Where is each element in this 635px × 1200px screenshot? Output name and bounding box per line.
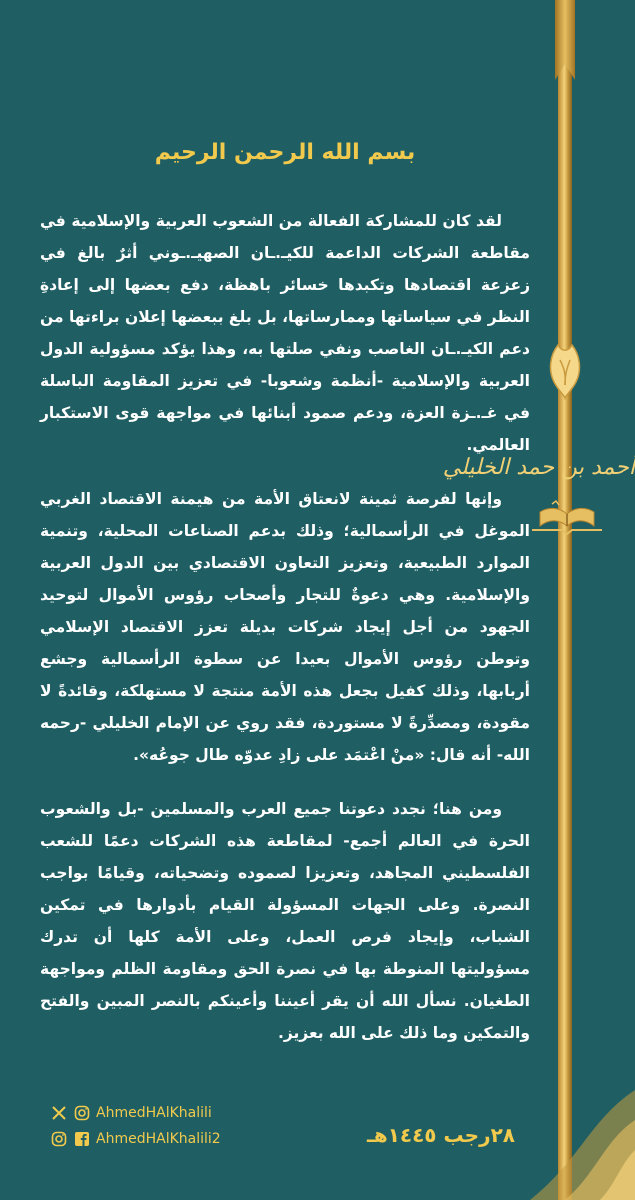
paragraph-boycott-impact: لقد كان للمشاركة الفعالة من الشعوب العربية والإسلامية في مقاطعة الشركات الداعمة للكيـ.ـان الصهيـ.ـوني أثرٌ بالغ في زعزعة اقتصادها وتكبدها خسائر باهظة، دفع بعضها إلى إعادةِ النظر في سياساتها وممارساتها، بل بلغ ببعضها إعلان براءتها من دعم الكيـ.ـان الغاصب ونفي صلتها به، وهذا يؤكد مسؤولية الدول العربية والإسلامية -أنظمة وشعوبا- في تعزيز المقاومة الباسلة في غـ.ـزة العزة، ودعم صمود أبنائها في مواجهة قوى الاستكبار العالمي. — [40, 212, 530, 454]
instagram-icon — [73, 1104, 91, 1122]
statement-body — [40, 140, 530, 1071]
social-row-primary[interactable] — [50, 1100, 310, 1126]
facebook-icon — [73, 1130, 91, 1148]
gold-divider-line — [558, 0, 572, 1200]
social-row-secondary[interactable] — [50, 1126, 310, 1152]
x-icon — [50, 1104, 68, 1122]
social-handle-secondary[interactable]: AhmedHAlKhalili2 — [96, 1131, 221, 1147]
paragraph-call-to-action: ومن هنا؛ نجدد دعوتنا جميع العرب والمسلمين -بل والشعوب الحرة في العالم أجمع- لمقاطعة هذه الشركات دعمًا للشعب الفلسطيني المجاهد، وتعزيزا لصموده وتضحياته، وقيامًا بواجب النصرة. وعلى الجهات المسؤولة القيام بأدوارها في تمكين الشباب، وإيجاد فرص العمل، وعلى الأمة كلها أن تدرك مسؤوليتها المنوطة بها في نصرة الحق ومقاومة الظلم ومواجهة الطغيان. نسأل الله أن يقر أعيننا وأعينكم بالنصر المبين والفتح والتمكين وما ذلك على الله بعزيز. — [40, 800, 530, 1042]
social-links — [50, 1100, 310, 1152]
hijri-date: ٢٨رجب ١٤٤٥هـ — [366, 1123, 515, 1147]
author-signature: أحمد بن حمد الخليلي — [442, 455, 635, 480]
basmala-heading: بسم الله الرحمن الرحيم — [154, 140, 416, 165]
open-book-icon — [532, 500, 602, 536]
social-handle-primary[interactable]: AhmedHAlKhalili — [96, 1105, 212, 1121]
clasped-hands-icon — [540, 340, 590, 400]
instagram-icon — [50, 1130, 68, 1148]
paragraph-economic-independence: وإنها لفرصة ثمينة لانعتاق الأمة من هيمنة الاقتصاد الغربي الموغل في الرأسمالية؛ وذلك بدعم الصناعات المحلية، وتنمية الموارد الطبيعية، وتعزيز التعاون الاقتصادي بين الدول العربية والإسلامية. وهي دعوةٌ للتجار وأصحاب رؤوس الأموال لتوحيد الجهود من أجل إيجاد شركات بديلة تعزز الاقتصاد الإسلامي وتوطن رؤوس الأموال بعيدا عن سطوة الرأسمالية وجشع أربابها، وذلك كفيل بجعل هذه الأمة منتجة لا مستهلكة، وقائدةً لا مقودة، ومصدِّرةً لا مستوردة، فقد روي عن الإمام الخليلي -رحمه الله- أنه قال: «منْ اعْتمَد على زادِ عدوّه طال جوعُه». — [40, 490, 530, 764]
